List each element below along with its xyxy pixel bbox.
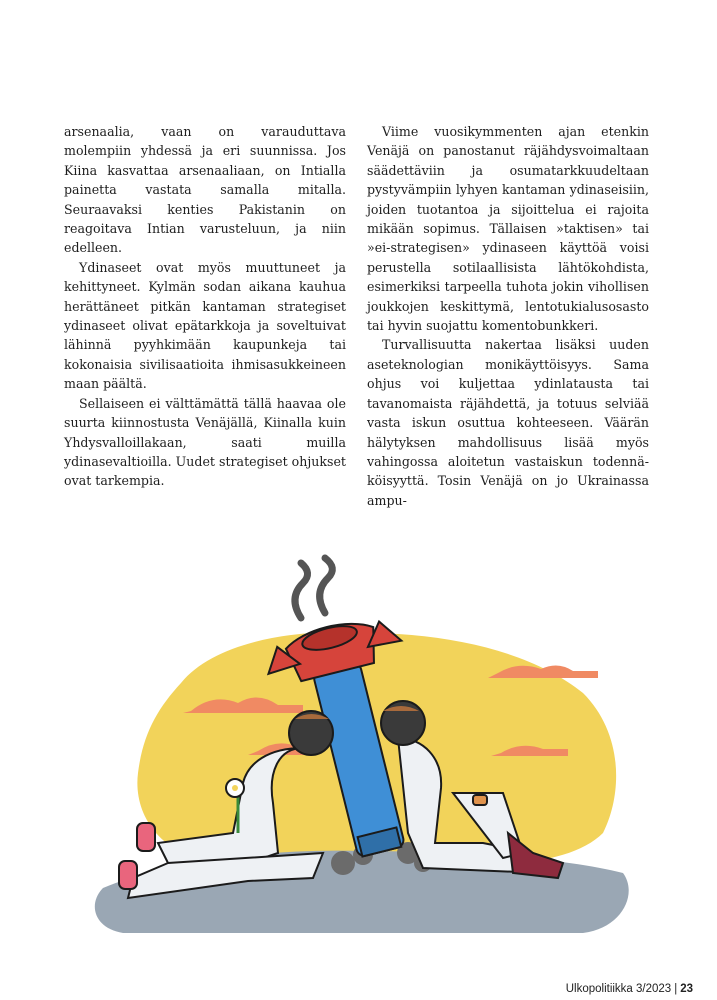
paragraph: Turvallisuutta nakertaa lisäksi uuden aseteknologian monikäyttöisyys. Sama ohjus voi kuljettaa ydinlatausta tai tavanomaista räjähdettä, ja totuus selviää vasta iskun osuttua kohteeseen. Väärän hälytyksen mahdollisuus lisää myös vahingossa aloitetun vastaiskun todennäköisyyttä. Tosin Venäjä on jo Ukrainassa ampu- (367, 337, 649, 508)
paragraph: Sellaiseen ei välttämättä tällä haavaa ole suurta kiinnostusta Venäjällä, Kiinalla kuin Yhdysvalloillakaan, saati muilla ydinasevaltioilla. Uudet strategiset ohjukset ovat tarkempia. (64, 395, 346, 489)
paragraph: Ydinaseet ovat myös muuttuneet ja kehittyneet. Kylmän sodan aikana kauhua herättäneet pitkän kantaman strategiset ydinaseet olivat epätarkkoja ja soveltuivat lähinnä pyyhkimään kaupunkeja tai kokonaisia sivilisaatioita ihmisasukkeineen maan päältä. (64, 259, 346, 392)
publication-name: Ulkopolitiikka 3/2023 (565, 983, 672, 995)
page-footer (566, 983, 693, 995)
article-column-right (367, 122, 649, 510)
page-number: 23 (680, 983, 693, 995)
missile-fencers-illustration (63, 533, 655, 953)
paragraph: Viime vuosikymmenten ajan etenkin Venäjä on panostanut räjähdysvoimaltaan säädettäviin ja osumatarkkuudeltaan pystyvämpiin lyhyen kantaman ydinaseisiin, joiden tuotantoa ja sijoittelua ei rajoita mikään sopimus. Tällaisen »taktisen» tai »ei-strategisen» ydinaseen käyttöä voisi perustella sotilaallisista lähtökohdista, esimerkiksi tarpeella tuhota jokin vihollisen joukkojen keskittymä, lentotukialusosasto tai hyvin suojattu komentobunkkeri. (367, 124, 649, 334)
footer-separator: | (674, 983, 678, 995)
smoke-icon (295, 558, 332, 618)
paragraph: arsenaalia, vaan on varauduttava molempiin yhdessä ja eri suunnissa. Jos Kiina kasvattaa arsenaaliaan, on Intialla painetta vastata samalla mitalla. Seuraavaksi kenties Pakistanin on reagoitava Intian varusteluun, ja niin edelleen. (64, 124, 346, 256)
article-column-left (64, 122, 346, 491)
